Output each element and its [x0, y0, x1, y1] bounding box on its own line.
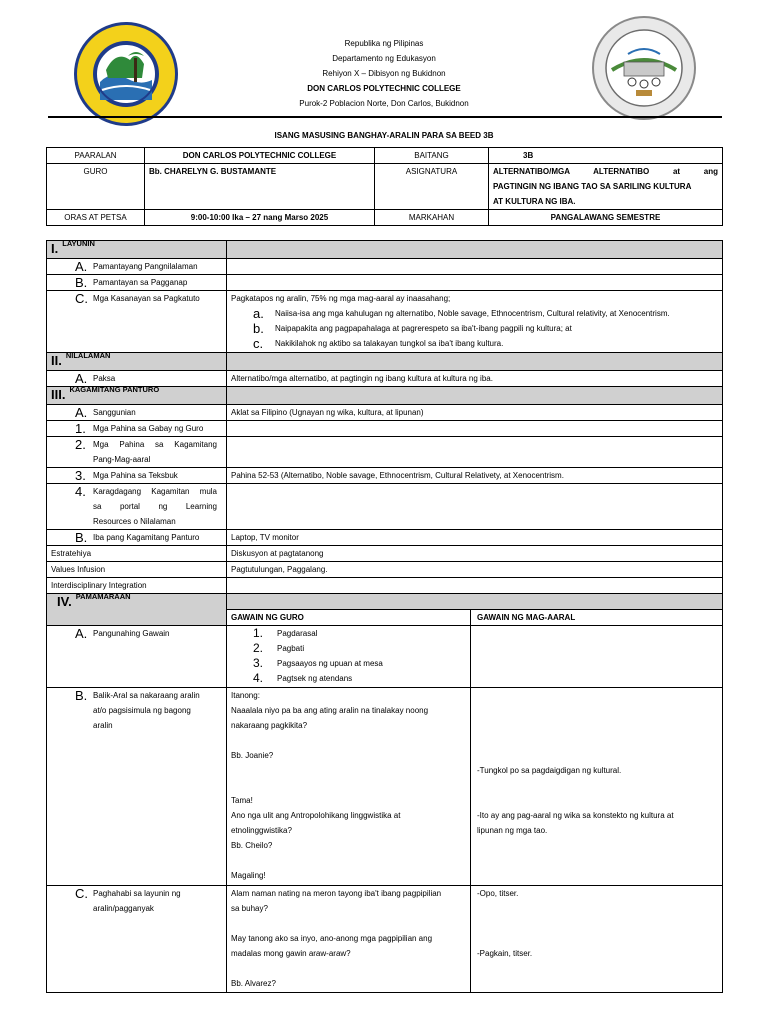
- list-text: Pagdarasal: [277, 629, 318, 638]
- header-address: Purok-2 Poblacion Norte, Don Carlos, Bukidnon: [299, 99, 469, 108]
- dialogue-line: [231, 778, 466, 793]
- item-letter: B.: [75, 530, 88, 545]
- item-label: [93, 886, 217, 916]
- dialogue-line: [477, 853, 718, 868]
- item-label-line: Paghahabi sa layunin ng: [93, 889, 181, 898]
- table-row: [47, 562, 723, 578]
- table-row: [47, 688, 723, 886]
- item-label: Mga Pahina sa Teksbuk: [93, 471, 178, 480]
- dialogue-line: Ano nga ulit ang Antropolohikang linggwistika at: [231, 811, 401, 820]
- lesson-table: [46, 240, 723, 993]
- asignatura-line-2: PAGTINGIN NG IBANG TAO SA SARILING KULTURA: [493, 182, 692, 191]
- item-label: [93, 688, 217, 733]
- markahan-value: PANGALAWANG SEMESTRE: [489, 210, 723, 226]
- list-marker: a.: [253, 306, 264, 321]
- section-num: IV.: [57, 594, 72, 609]
- dialogue-line: -Opo, titser.: [477, 889, 519, 898]
- dialogue-line: [477, 901, 718, 916]
- dialogue-line: [231, 763, 466, 778]
- list-item: [253, 671, 466, 686]
- item-number: 1.: [75, 421, 86, 436]
- paksa-value: Alternatibo/mga alternatibo, at pagtingin ng ibang kultura at kultura ng iba.: [227, 371, 723, 387]
- item-label-line: Mga Pahina sa Kagamitang: [93, 440, 217, 449]
- table-row: [47, 291, 723, 353]
- values-infusion-value: Pagtutulungan, Paggalang.: [227, 562, 723, 578]
- list-text: Pagtsek ng atendans: [277, 674, 353, 683]
- list-item: [253, 641, 466, 656]
- estratehiya-label: Estratehiya: [47, 546, 227, 562]
- dialogue-line: [477, 961, 718, 976]
- section-layunin-header: [47, 241, 723, 259]
- values-infusion-label: Values Infusion: [47, 562, 227, 578]
- dialogue-line: nakaraang pagkikita?: [231, 721, 308, 730]
- item-label: Iba pang Kagamitang Panturo: [93, 533, 200, 542]
- dialogue-line: [231, 916, 466, 931]
- paaralan-value: DON CARLOS POLYTECHNIC COLLEGE: [145, 148, 375, 164]
- table-row: [47, 437, 723, 468]
- guro-value: Bb. CHARELYN G. BUSTAMANTE: [145, 164, 375, 210]
- list-text: Naiisa-isa ang mga kahulugan ng alternatibo, Noble savage, Ethnocentrism, Cultural relativity, at Xenocentrism.: [275, 309, 670, 318]
- dialogue-line: May tanong ako sa inyo, ano-anong mga pagpipilian ang: [231, 934, 433, 943]
- item-label-line: at/o pagsisimula ng bagong: [93, 706, 191, 715]
- item-label: Mga Pahina sa Gabay ng Guro: [93, 424, 204, 433]
- list-item: [253, 321, 718, 336]
- gawain-guro-header: GAWAIN NG GURO: [227, 610, 471, 626]
- item-label: [93, 484, 217, 529]
- table-row: [47, 626, 723, 688]
- paaralan-label: PAARALAN: [47, 148, 145, 164]
- dialogue-line: [231, 961, 466, 976]
- table-row: [47, 530, 723, 546]
- objectives-intro: Pagkatapos ng aralin, 75% ng mga mag-aaral ay inaasahang;: [231, 294, 451, 303]
- markahan-label: MARKAHAN: [375, 210, 489, 226]
- dialogue-line: Magaling!: [231, 871, 266, 880]
- item-label-line: Pang-Mag-aaral: [93, 455, 151, 464]
- item-letter: A.: [75, 259, 88, 274]
- asignatura-label: ASIGNATURA: [375, 164, 489, 210]
- dialogue-line: [477, 868, 718, 883]
- dialogue-line: Alam naman nating na meron tayong iba't ibang pagpipilian: [231, 889, 442, 898]
- header-college-name: DON CARLOS POLYTECHNIC COLLEGE: [307, 84, 461, 93]
- header-rehiyon: Rehiyon X – Dibisyon ng Bukidnon: [322, 69, 446, 78]
- document-title: ISANG MASUSING BANGHAY-ARALIN PARA SA BEED 3B: [274, 131, 494, 140]
- asignatura-value: [489, 164, 723, 210]
- table-row: [47, 275, 723, 291]
- asignatura-line-1: ALTERNATIBO/MGA ALTERNATIBO at ang: [493, 167, 718, 176]
- item-label: Mga Kasanayan sa Pagkatuto: [93, 294, 200, 303]
- section-title: NILALAMAN: [65, 351, 111, 360]
- section-title: LAYUNIN: [62, 239, 95, 248]
- header-departamento: Departamento ng Edukasyon: [332, 54, 436, 63]
- item-label-line: Balik-Aral sa nakaraang aralin: [93, 691, 200, 700]
- sanggunian-value: Aklat sa Filipino (Ugnayan ng wika, kultura, at lipunan): [227, 405, 723, 421]
- header-divider: [48, 116, 722, 118]
- asignatura-line-3: AT KULTURA NG IBA.: [493, 197, 576, 206]
- table-row: [47, 405, 723, 421]
- table-row: [47, 421, 723, 437]
- section-num: I.: [51, 241, 59, 256]
- item-number: 4.: [75, 484, 86, 499]
- list-marker: 4.: [253, 671, 264, 685]
- dialogue-line: Itanong:: [231, 691, 260, 700]
- dialogue-line: [477, 688, 718, 703]
- teksbuk-value: Pahina 52-53 (Alternatibo, Noble savage, Ethnocentrism, Cultural Relativety, at Xenocentrism.: [227, 468, 723, 484]
- section-kagamitan-header: [47, 387, 723, 405]
- section-nilalaman-header: [47, 353, 723, 371]
- dialogue-line: etnolinggwistika?: [231, 826, 292, 835]
- paghahabi-mag-aaral: [471, 886, 723, 993]
- info-table: [46, 147, 723, 226]
- dialogue-line: [477, 778, 718, 793]
- list-item: [253, 336, 718, 351]
- item-letter: A.: [75, 626, 88, 641]
- dialogue-line: Naaalala niyo pa ba ang ating aralin na tinalakay noong: [231, 706, 429, 715]
- header-republika: Republika ng Pilipinas: [344, 39, 424, 48]
- list-text: Pagsaayos ng upuan at mesa: [277, 659, 383, 668]
- list-marker: b.: [253, 321, 264, 336]
- item-number: 3.: [75, 468, 86, 483]
- item-label: Pamantayang Pangnilalaman: [93, 262, 198, 271]
- dialogue-line: [477, 733, 718, 748]
- balik-aral-guro: [227, 688, 471, 886]
- dialogue-line: Tama!: [231, 796, 253, 805]
- table-row: [47, 468, 723, 484]
- list-item: [253, 656, 466, 671]
- item-label-line: aralin: [93, 721, 113, 730]
- list-marker: 3.: [253, 656, 264, 670]
- item-letter: B.: [75, 275, 88, 290]
- item-letter: A.: [75, 371, 88, 386]
- dialogue-line: [477, 931, 718, 946]
- list-marker: 2.: [253, 641, 264, 655]
- table-row: [47, 259, 723, 275]
- dialogue-line: [477, 718, 718, 733]
- section-num: III.: [51, 387, 66, 402]
- dialogue-line: -Pagkain, titser.: [477, 949, 533, 958]
- section-pamamaraan-header: [47, 594, 723, 610]
- table-row: [47, 886, 723, 993]
- list-text: Naipapakita ang pagpapahalaga at pagrerespeto sa iba't-ibang pagpili ng kultura; at: [275, 324, 572, 333]
- item-label: Pangunahing Gawain: [93, 629, 170, 638]
- oras-value: 9:00-10:00 Ika – 27 nang Marso 2025: [145, 210, 375, 226]
- dialogue-line: [477, 703, 718, 718]
- dialogue-line: lipunan ng mga tao.: [477, 826, 548, 835]
- gawain-mag-aaral-header: GAWAIN NG MAG-AARAL: [471, 610, 723, 626]
- item-label-line: Resources o Nilalaman: [93, 517, 176, 526]
- dialogue-line: [477, 748, 718, 763]
- dialogue-line: -Ito ay ang pag-aaral ng wika sa konstekto ng kultura at: [477, 811, 674, 820]
- dialogue-line: sa buhay?: [231, 904, 268, 913]
- item-label: [93, 437, 217, 467]
- baitang-value: 3B: [489, 148, 723, 164]
- list-item: [253, 626, 466, 641]
- table-row: [47, 546, 723, 562]
- table-row: [47, 578, 723, 594]
- section-title: KAGAMITANG PANTURO: [69, 385, 160, 394]
- item-label: Pamantayan sa Pagganap: [93, 278, 188, 287]
- item-label-line: sa portal ng Learning: [93, 502, 217, 511]
- item-letter: C.: [75, 291, 88, 306]
- dialogue-line: [231, 853, 466, 868]
- dialogue-line: Bb. Joanie?: [231, 751, 274, 760]
- item-letter: B.: [75, 688, 88, 703]
- balik-aral-mag-aaral: [471, 688, 723, 886]
- section-num: II.: [51, 353, 62, 368]
- estratehiya-value: Diskusyon at pagtatanong: [227, 546, 723, 562]
- dialogue-line: [477, 793, 718, 808]
- item-label-line: Karagdagang Kagamitan mula: [93, 487, 217, 496]
- dialogue-line: -Tungkol po sa pagdaigdigan ng kultural.: [477, 766, 622, 775]
- paghahabi-guro: [227, 886, 471, 993]
- college-seal-logo: [590, 14, 698, 122]
- interdisciplinary-label: Interdisciplinary Integration: [47, 578, 227, 594]
- dialogue-line: [231, 733, 466, 748]
- item-letter: C.: [75, 886, 88, 901]
- item-label: Paksa: [93, 374, 116, 383]
- section-title: PAMAMARAAN: [75, 592, 131, 601]
- baitang-label: BAITANG: [375, 148, 489, 164]
- item-number: 2.: [75, 437, 86, 452]
- guro-label: GURO: [47, 164, 145, 210]
- item-label-line: aralin/pagganyak: [93, 904, 154, 913]
- list-marker: c.: [253, 336, 264, 351]
- iba-pang-kagamitan-value: Laptop, TV monitor: [227, 530, 723, 546]
- item-label: Sanggunian: [93, 408, 136, 417]
- dialogue-line: [477, 838, 718, 853]
- dialogue-line: [477, 976, 718, 991]
- list-item: [253, 306, 718, 321]
- dialogue-line: Bb. Alvarez?: [231, 979, 276, 988]
- table-row: [47, 484, 723, 530]
- item-letter: A.: [75, 405, 88, 420]
- dialogue-line: Bb. Cheilo?: [231, 841, 273, 850]
- list-text: Nakikilahok ng aktibo sa talakayan tungkol sa iba't ibang kultura.: [275, 339, 504, 348]
- dialogue-line: madalas mong gawin araw-araw?: [231, 949, 351, 958]
- list-marker: 1.: [253, 626, 264, 640]
- list-text: Pagbati: [277, 644, 305, 653]
- oras-label: ORAS AT PETSA: [47, 210, 145, 226]
- dialogue-line: [477, 916, 718, 931]
